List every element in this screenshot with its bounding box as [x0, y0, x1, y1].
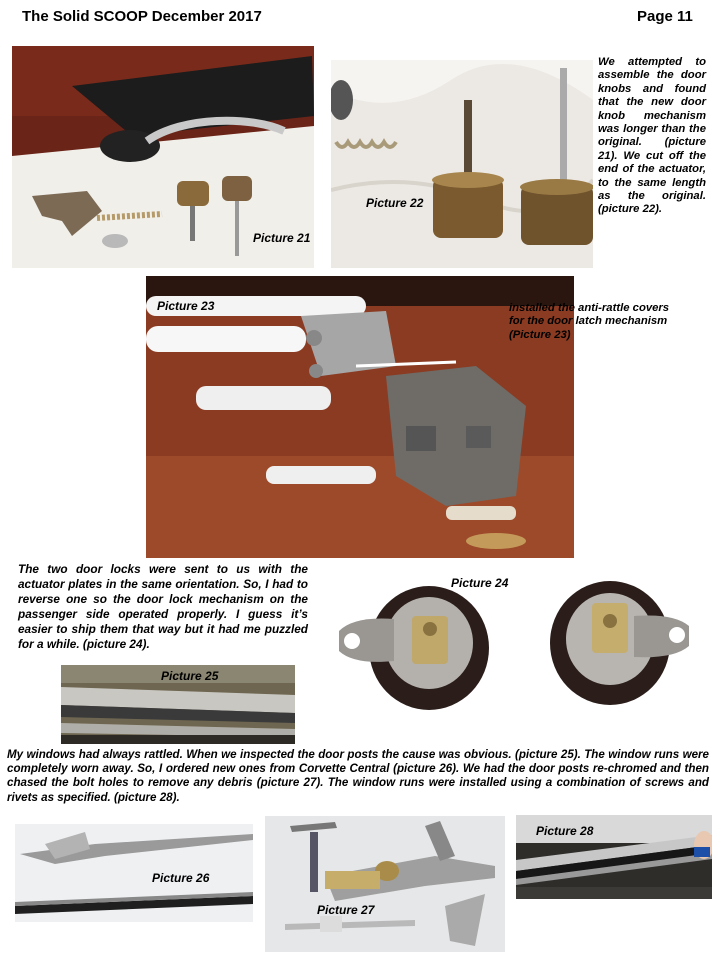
photo-27 — [265, 816, 505, 952]
picture-24-caption: Picture 24 — [451, 576, 509, 590]
picture-27-caption: Picture 27 — [317, 903, 375, 917]
picture-21-caption: Picture 21 — [253, 231, 311, 245]
picture-23-caption: Picture 23 — [157, 299, 215, 313]
anti-rattle-paragraph: installed the anti-rattle covers for the door latch mechanism (Picture 23) — [509, 302, 670, 341]
page-number: Page 11 — [637, 8, 693, 25]
door-knob-paragraph: We attempted to assemble the door knobs and found that the new door knob mechanism was longer than the original. (picture 21). We cut off the end of the actuator, to the same length as the original. (picture 22). — [598, 56, 706, 216]
door-locks-paragraph: The two door locks were sent to us with the actuator plates in the same orientation. So, I had to reverse one so the door lock mechanism on the passenger side operated properly. I guess it’s easier to ship them that way but it had me puzzled for a while. (picture 24). — [18, 562, 308, 652]
photo-22 — [331, 60, 593, 268]
photo-24 — [334, 561, 704, 719]
windows-paragraph: My windows had always rattled. When we inspected the door posts the cause was obvious. (picture 25). The window runs were completely worn away. So, I ordered new ones from Corvette Central (picture 26). We had the door posts re-chromed and then chased the bolt holes to remove any debris (picture 27). The window runs were installed using a combination of screws and rivets as specified. (picture 28). — [7, 748, 709, 804]
picture-22-caption: Picture 22 — [366, 196, 424, 210]
picture-28-caption: Picture 28 — [536, 824, 594, 838]
picture-26-caption: Picture 26 — [152, 871, 210, 885]
newsletter-title: The Solid SCOOP December 2017 — [22, 8, 262, 25]
picture-25-caption: Picture 25 — [161, 669, 219, 683]
photo-26 — [15, 824, 253, 922]
